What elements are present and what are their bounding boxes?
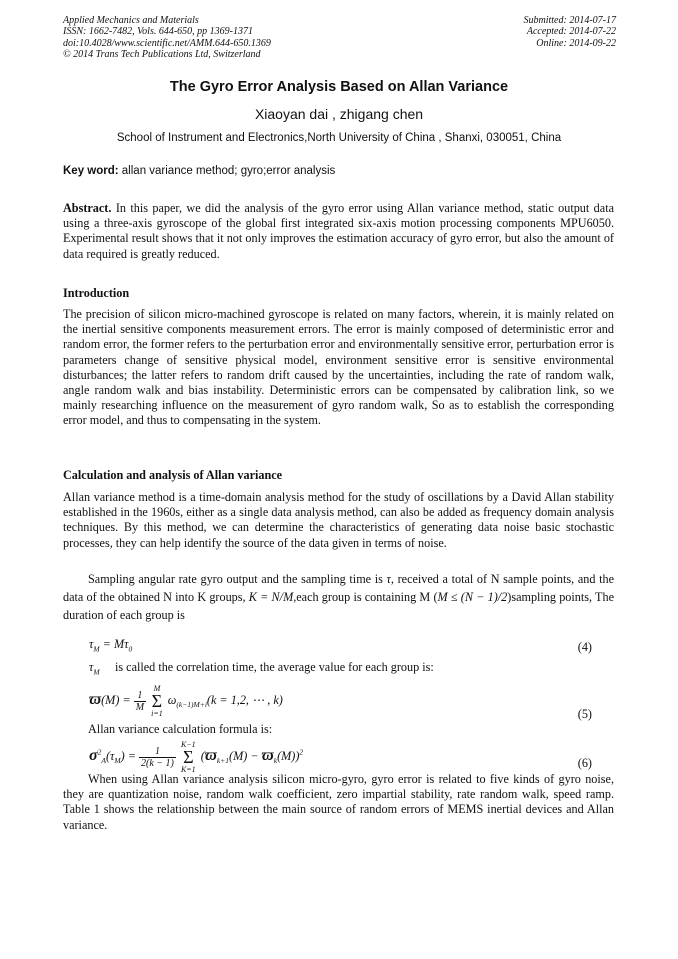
abstract bbox=[63, 201, 614, 262]
eq5-summation: M Σ i=1 bbox=[151, 684, 163, 718]
journal-info bbox=[63, 15, 271, 61]
p2-part-a: Sampling angular rate gyro output and the sampling time is bbox=[88, 572, 383, 586]
tau-description bbox=[63, 660, 614, 680]
abstract-text: In this paper, we did the analysis of the gyro error using Allan variance method, static output data using a three-axis gyroscope of the global first integrated six-axis motion processing components MPU6050. Experimental result shows that it not only improves the estimation accuracy of gyro error, but also the amount of data required is greatly reduced. bbox=[63, 201, 614, 261]
submitted-date: Submitted: 2014-07-17 bbox=[523, 15, 616, 26]
m-le-condition: M ≤ (N − 1)/2 bbox=[437, 590, 508, 604]
copyright: © 2014 Trans Tech Publications Ltd, Switzerland bbox=[63, 49, 261, 61]
issn: ISSN: 1662-7482, Vols. 644-650, pp 1369-1371 bbox=[63, 26, 253, 38]
calc-paragraph-3: When using Allan variance analysis silicon micro-gyro, gyro error is related to five kinds of gyro noise, they are quantization noise, random walk coefficient, zero impartial stability, rate random walk, speed ramp. Table 1 shows the relationship between the main source of random errors of MEMS inertial devices and Allan variance. bbox=[63, 772, 614, 832]
keywords-label: Key word: bbox=[63, 165, 119, 177]
k-equals-n-over-m: K = N/M bbox=[248, 590, 294, 604]
keywords bbox=[63, 165, 335, 177]
affiliation: School of Instrument and Electronics,North University of China , Shanxi, 030051, China bbox=[116, 132, 562, 144]
introduction-text: The precision of silicon micro-machined gyroscope is related on many factors, wherein, it is mainly related on the inertial sensitive components measurement errors. The error is mainly composed of deterministic error and random error, the former refers to the perturbation error and environmentally sensitive error, perturbation error is parameters change of sensitive physical model, environment sensitive error is sensitive environmental disturbances; the latter refers to random drift caused by the uncertainties, including the rate of random walk, angle random walk and bias instability. Deterministic errors can be compensated by calibration link, so we mainly researching influence on the measurement of gyro random walk, So as to establish the corresponding error model, and thus to compensating in the system. bbox=[63, 307, 614, 428]
equation-6 bbox=[63, 737, 614, 774]
eq6-formula: $\sigma^2_A(\tau_M)$ = $\frac{1}{2(k - 1)}$ K−1 Σ K=1 $(ϖ_{k+1}(M) - ϖ_k(M))^2$ bbox=[89, 740, 304, 774]
accepted-date: Accepted: 2014-07-22 bbox=[526, 26, 616, 38]
p2-part-b: , received a total of N sample points, and the data of the obtained N into K groups, bbox=[63, 572, 614, 604]
eq5-formula: ϖ(M) = $\frac{1}{M}$ M Σ i=1 $\omega_{(k-1)M+i}(k = 1,2$, ⋯ , k) bbox=[89, 684, 283, 718]
tau-m-symbol: $\tau_M$ bbox=[89, 660, 100, 677]
tau-description-text: is called the correlation time, the average value for each group is: bbox=[115, 660, 434, 674]
introduction-heading: Introduction bbox=[63, 286, 130, 300]
calc-heading: Calculation and analysis of Allan variance bbox=[63, 468, 283, 482]
equation-4 bbox=[63, 637, 614, 657]
keywords-text: allan variance method; gyro;error analysis bbox=[118, 165, 336, 177]
journal-name: Applied Mechanics and Materials bbox=[63, 15, 199, 26]
eq5-fraction: $\frac{1}{M}$ bbox=[135, 689, 145, 713]
eq6-summation: K−1 Σ K=1 bbox=[180, 740, 196, 774]
eq5-number: (5) bbox=[577, 707, 592, 721]
eq6-fraction: $\frac{1}{2(k - 1)}$ bbox=[141, 745, 174, 769]
p2-part-d: )sampling points, The duration of each group is bbox=[63, 590, 614, 622]
equation-5 bbox=[63, 680, 614, 720]
paper-title: The Gyro Error Analysis Based on Allan Variance bbox=[169, 79, 509, 95]
eq4-formula: $\tau_M = M\tau_0$ bbox=[89, 637, 133, 654]
authors: Xiaoyan dai , zhigang chen bbox=[254, 106, 424, 122]
dates-info bbox=[524, 15, 617, 49]
tau-symbol: τ bbox=[386, 572, 391, 586]
online-date: Online: 2014-09-22 bbox=[536, 37, 616, 49]
abstract-label: Abstract. bbox=[63, 201, 112, 215]
calc-paragraph-2 bbox=[63, 570, 614, 624]
eq6-number: (6) bbox=[577, 756, 592, 770]
calc-paragraph-1: Allan variance method is a time-domain analysis method for the study of oscillations by a David Allan stability established in the 1960s, either as a single data analysis method, can also be added as frequency domain analysis techniques. By this method, we can determine the characteristics of generating data noise basic stochastic processes, they can help identify the source of the data given in terms of noise. bbox=[63, 490, 614, 550]
doi: doi:10.4028/www.scientific.net/AMM.644-650.1369 bbox=[63, 37, 271, 49]
p2-part-c: ,each group is containing M ( bbox=[293, 590, 438, 604]
allan-formula-label: Allan variance calculation formula is: bbox=[88, 722, 273, 736]
eq4-number: (4) bbox=[577, 640, 592, 654]
